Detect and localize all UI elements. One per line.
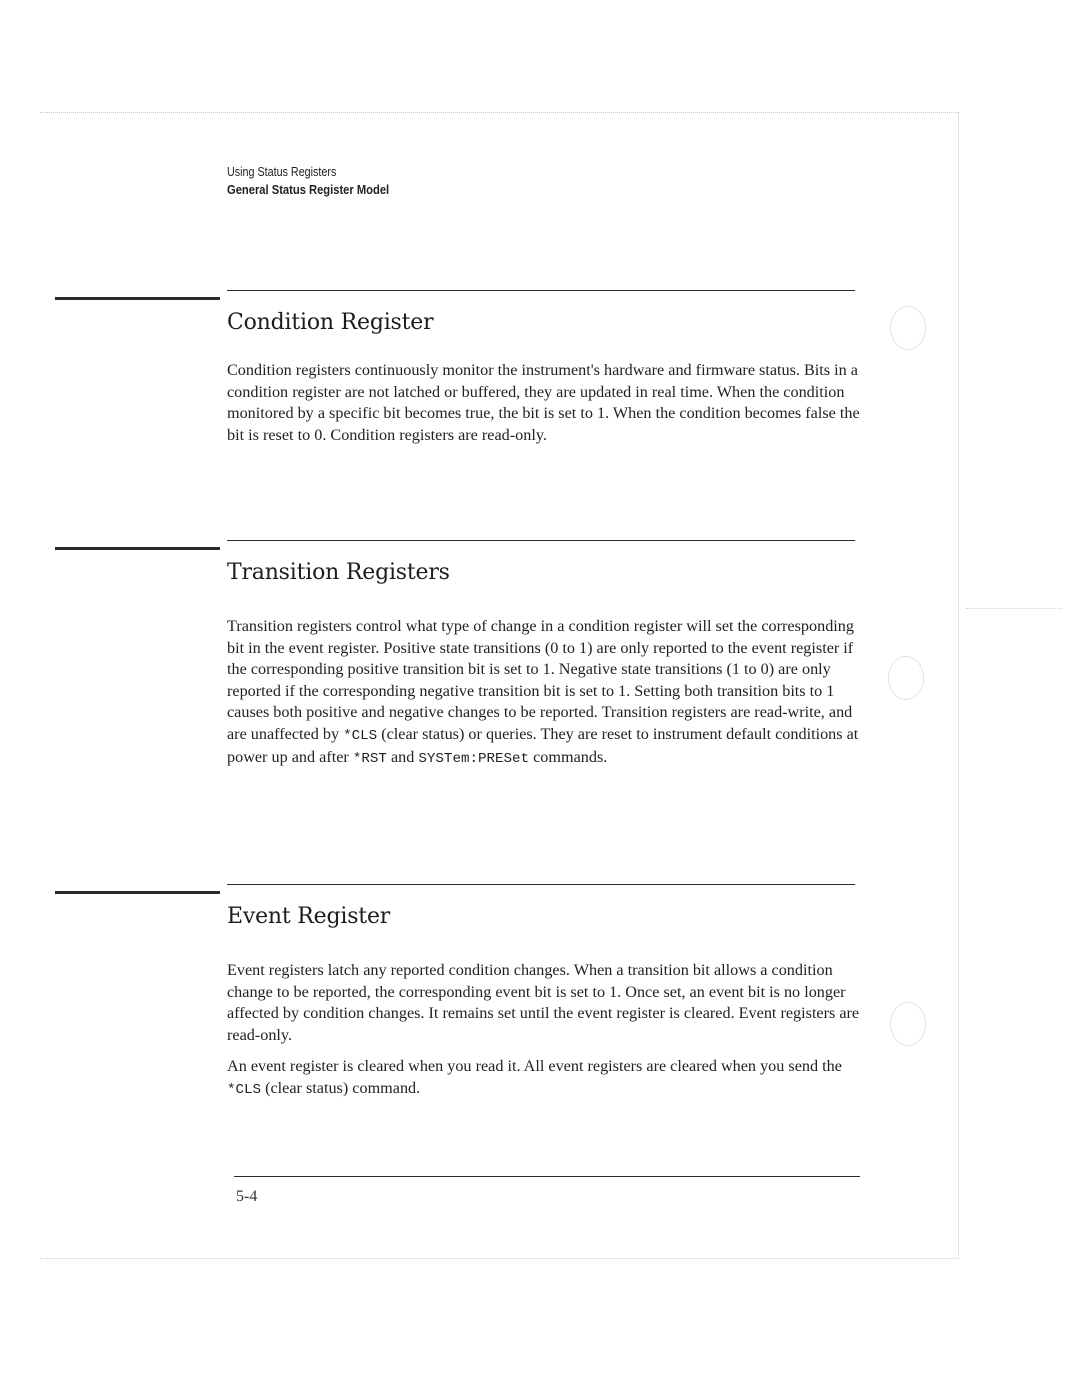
section-body — [227, 616, 867, 781]
scan-edge-right — [958, 112, 959, 1258]
section-rule-thin — [227, 540, 855, 541]
paragraph: Condition registers continuously monitor the instrument's hardware and firmware status. Bits in a condition register are not latched or buffered, they are updated in real time. When the condition monitored by a specific bit becomes true, the bit is set to 1. When the condition becomes false the bit is reset to 0. Condition registers are read-only. — [227, 361, 864, 444]
chapter-title: Using Status Registers — [227, 165, 337, 179]
section-rule-thick — [55, 547, 220, 550]
section-title: General Status Register Model — [227, 182, 390, 197]
punch-hole-icon — [888, 656, 924, 700]
section-rule-thin — [227, 290, 855, 291]
section-body — [227, 360, 867, 456]
section-heading: Event Register — [227, 904, 391, 929]
section-rule-thick — [55, 891, 220, 894]
scan-edge-mid — [966, 608, 1062, 609]
page-number: 5-4 — [236, 1188, 258, 1205]
punch-hole-icon — [890, 306, 926, 350]
code-rst: *RST — [352, 751, 387, 767]
section-heading: Condition Register — [227, 310, 434, 335]
code-cls: *CLS — [343, 727, 378, 744]
code-system-preset: SYSTem:PRESet — [418, 751, 530, 767]
section-rule-thick — [55, 297, 220, 300]
paragraph: An event register is cleared when you read it. All event registers are cleared when you send the *CLS (clear status) command. — [227, 1057, 846, 1098]
code-cls: *CLS — [227, 1081, 262, 1098]
footer-rule — [234, 1176, 860, 1177]
scan-edge-top — [40, 112, 958, 113]
section-heading: Transition Registers — [227, 560, 450, 585]
paragraph: Event registers latch any reported condition changes. When a transition bit allows a condition change to be reported, the corresponding event bit is set to 1. Once set, an event bit is no longer affected by condition changes. It remains set until the event register is cleared. Event registers are read-only. — [227, 961, 864, 1044]
paragraph: Transition registers control what type of change in a condition register will set the corresponding bit in the event register. Positive state transitions (0 to 1) are only reported to the event register if the corresponding positive transition bit is set to 1. Negative state transitions (1 to 0) are only reported if the corresponding negative transition bit is set to 1. Setting both transition bits to 1 causes both positive and negative changes to be reported. Transition registers are read-write, and are unaffected by *CLS (clear status) or queries. They are reset to instrument default conditions at power up and after *RST and SYSTem:PRESet commands. — [227, 617, 863, 767]
section-body — [227, 960, 867, 1111]
scan-edge-bottom — [40, 1258, 958, 1259]
punch-hole-icon — [890, 1002, 926, 1046]
running-header — [227, 163, 389, 199]
section-rule-thin — [227, 884, 855, 885]
